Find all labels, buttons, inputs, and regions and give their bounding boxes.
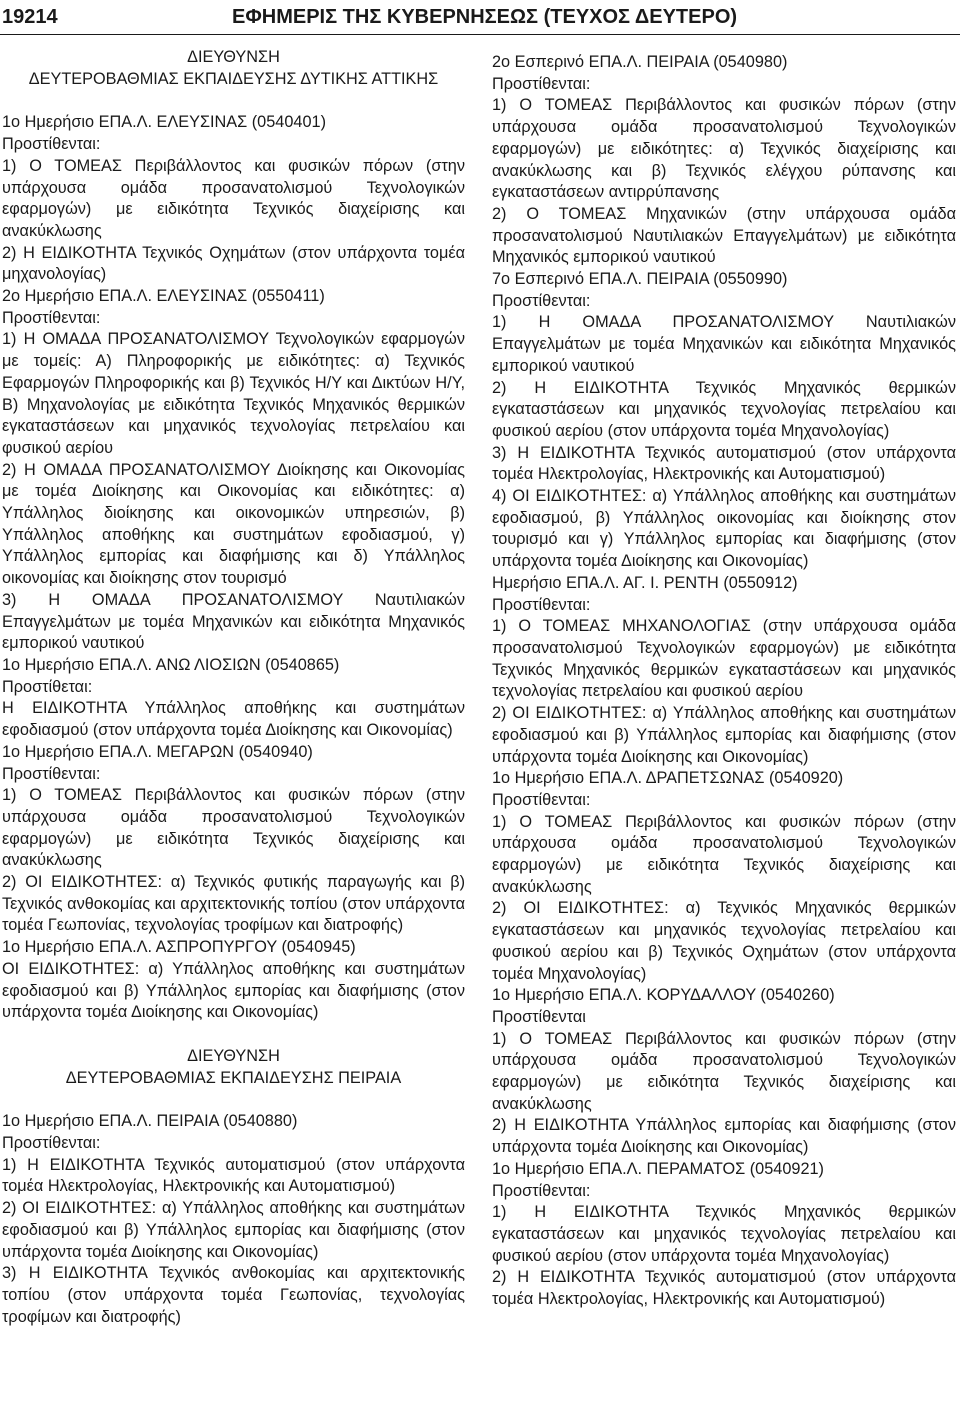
paragraph: Ημερήσιο ΕΠΑ.Λ. ΑΓ. Ι. ΡΕΝΤΗ (0550912) [492, 573, 798, 592]
paragraph: 1ο Ημερήσιο ΕΠΑ.Λ. ΑΣΠΡΟΠΥΡΓΟΥ (0540945) [2, 938, 356, 957]
paragraph: 1) Ο ΤΟΜΕΑΣ ΜΗΧΑΝΟΛΟΓΙΑΣ (στην υπάρχουσα ομάδα προσανατολισμού Τεχνολογικών εφαρμογών) με ειδικότητα Τεχνικός Μηχανικός θερμικών εγκαταστάσεων και μηχανικός τεχνολογίας πετρελαίου και φυσικού αερίου [492, 617, 956, 701]
left-section-2 [2, 1111, 465, 1328]
paragraph: 1) Ο ΤΟΜΕΑΣ Περιβάλλοντος και φυσικών πόρων (στην υπάρχουσα ομάδα προσανατολισμού Τεχνολογικών εφαρμογών) με ειδικότητα Τεχνικός διαχείρισης και ανακύκλωσης [2, 786, 465, 870]
paragraph: 2) Η ΟΜΑΔΑ ΠΡΟΣΑΝΑΤΟΛΙΣΜΟΥ Διοίκησης και Οικονομίας με τομέα Διοίκησης και Οικονομίας και ειδικότητες: α) Υπάλληλος διοίκησης και οικονομικών υπηρεσιών, β) Υπάλληλος αποθήκης και συστημάτων εφοδιασμού, γ) Υπάλληλος εμπορίας και διαφήμισης και δ) Υπάλληλος οικονομίας και διοίκησης στον τουρισμό [2, 460, 465, 588]
paragraph: 2ο Ημερήσιο ΕΠΑ.Λ. ΕΛΕΥΣΙΝΑΣ (0550411) [2, 287, 325, 306]
paragraph: 3) Η ΕΙΔΙΚΟΤΗΤΑ Τεχνικός αυτοματισμού (στον υπάρχοντα τομέα Ηλεκτρολογίας, Ηλεκτρονικής και Αυτοματισμού) [492, 443, 956, 484]
gazette-title: ΕΦΗΜΕΡΙΣ ΤΗΣ ΚΥΒΕΡΝΗΣΕΩΣ (ΤΕΥΧΟΣ ΔΕΥΤΕΡΟ) [232, 6, 738, 28]
paragraph: 1ο Ημερήσιο ΕΠΑ.Λ. ΔΡΑΠΕΤΣΩΝΑΣ (0540920) [492, 769, 844, 788]
page-header [0, 0, 960, 34]
paragraph: Προστίθενται: [492, 291, 591, 310]
paragraph: 1ο Ημερήσιο ΕΠΑ.Λ. ΑΝΩ ΛΙΟΣΙΩΝ (0540865) [2, 655, 340, 674]
right-column [492, 52, 956, 1311]
paragraph: 1) Η ΕΙΔΙΚΟΤΗΤΑ Τεχνικός αυτοματισμού (στον υπάρχοντα τομέα Ηλεκτρολογίας, Ηλεκτρονικής και Αυτοματισμού) [2, 1155, 465, 1196]
paragraph: 2) Η ΕΙΔΙΚΟΤΗΤΑ Τεχνικός αυτοματισμού (στον υπάρχοντα τομέα Ηλεκτρολογίας, Ηλεκτρονικής και Αυτοματισμού) [492, 1268, 956, 1309]
paragraph: Προστίθενται: [492, 1181, 591, 1200]
paragraph: 1) Ο ΤΟΜΕΑΣ Περιβάλλοντος και φυσικών πόρων (στην υπάρχουσα ομάδα προσανατολισμού Τεχνολογικών εφαρμογών) με ειδικότητα Τεχνικός διαχείρισης και ανακύκλωσης [2, 156, 465, 240]
paragraph: 3) Η ΕΙΔΙΚΟΤΗΤΑ Τεχνικός ανθοκομίας και αρχιτεκτονικής τοπίου (στον υπάρχοντα τομέα Γεωπονίας, τεχνολογίας τροφίμων και διατροφής) [2, 1264, 465, 1326]
paragraph: 3) Η ΟΜΑΔΑ ΠΡΟΣΑΝΑΤΟΛΙΣΜΟΥ Ναυτιλιακών Επαγγελμάτων με τομέα Μηχανικών και ειδικότητα Μηχανικός εμπορικού ναυτικού [2, 590, 465, 653]
directorate-heading: ΔΙΕΥΘΥΝΣΗ [187, 1046, 280, 1065]
header-divider [0, 34, 960, 35]
paragraph: 1) Η ΕΙΔΙΚΟΤΗΤΑ Τεχνικός Μηχανικός θερμικών εγκαταστάσεων και μηχανικός τεχνολογίας πετρελαίου και φυσικού αερίου (στον υπάρχοντα τομέα Μηχανολογίας) [492, 1203, 956, 1265]
paragraph: 2) Η ΕΙΔΙΚΟΤΗΤΑ Τεχνικός Οχημάτων (στον υπάρχοντα τομέα μηχανολογίας) [2, 243, 465, 284]
left-column [2, 41, 465, 1328]
paragraph: 4) ΟΙ ΕΙΔΙΚΟΤΗΤΕΣ: α) Υπάλληλος αποθήκης και συστημάτων εφοδιασμού, β) Υπάλληλος οικονομίας και διοίκησης στον τουρισμό και γ) Υπάλληλος εμπορίας και διαφήμισης (στον υπάρχοντα τομέα Διοίκησης και Οικονομίας) [492, 487, 956, 571]
paragraph: Προστίθενται: [2, 308, 101, 327]
paragraph: 1ο Ημερήσιο ΕΠΑ.Λ. ΕΛΕΥΣΙΝΑΣ (0540401) [2, 113, 326, 132]
paragraph: Προστίθενται [492, 1007, 586, 1026]
paragraph: Προστίθενται: [492, 790, 591, 809]
paragraph: 7ο Εσπερινό ΕΠΑ.Λ. ΠΕΙΡΑΙΑ (0550990) [492, 270, 788, 289]
paragraph: 2) ΟΙ ΕΙΔΙΚΟΤΗΤΕΣ: α) Τεχνικός Μηχανικός θερμικών εγκαταστάσεων και μηχανικός τεχνολογίας πετρελαίου και φυσικού αερίου και β) Τεχνικός Οχημάτων (στον υπάρχοντα τομέα Μηχανολογίας) [492, 899, 956, 983]
paragraph: Προστίθεται: [2, 677, 93, 696]
paragraph: 2) ΟΙ ΕΙΔΙΚΟΤΗΤΕΣ: α) Υπάλληλος αποθήκης και συστημάτων εφοδιασμού και β) Υπάλληλος εμπορίας και διαφήμισης (στον υπάρχοντα τομέα Διοίκησης και Οικονομίας) [492, 704, 956, 766]
paragraph: 1ο Ημερήσιο ΕΠΑ.Λ. ΠΕΡΑΜΑΤΟΣ (0540921) [492, 1159, 824, 1178]
directorate-heading: ΔΙΕΥΘΥΝΣΗ [187, 48, 280, 66]
paragraph: 1) Ο ΤΟΜΕΑΣ Περιβάλλοντος και φυσικών πόρων (στην υπάρχουσα ομάδα προσανατολισμού Τεχνολογικών εφαρμογών) με ειδικότητα Τεχνικός διαχείρισης και ανακύκλωσης [492, 1029, 956, 1113]
paragraph: 2) Ο ΤΟΜΕΑΣ Μηχανικών (στην υπάρχουσα ομάδα προσανατολισμού Ναυτιλιακών Επαγγελμάτων) με ειδικότητα Μηχανικός εμπορικού ναυτικού [492, 204, 956, 267]
directorate-heading: ΔΕΥΤΕΡΟΒΑΘΜΙΑΣ ΕΚΠΑΙΔΕΥΣΗΣ ΔΥΤΙΚΗΣ ΑΤΤΙΚΗΣ [28, 69, 439, 88]
paragraph: 1) Ο ΤΟΜΕΑΣ Περιβάλλοντος και φυσικών πόρων (στην υπάρχουσα ομάδα προσανατολισμού Τεχνολογικών εφαρμογών) με ειδικότητες: α) Τεχνικός διαχείρισης και ανακύκλωσης και β) Τεχνικός ελέγχου ρύπανσης και εγκαταστάσεων αντιρρύπανσης [492, 96, 956, 202]
paragraph: 1) Η ΟΜΑΔΑ ΠΡΟΣΑΝΑΤΟΛΙΣΜΟΥ Τεχνολογικών εφαρμογών με τομείς: Α) Πληροφορικής με ειδικότητες: α) Τεχνικός Εφαρμογών Πληροφορικής και β) Τεχνικός Η/Υ και Δικτύων Η/Υ, Β) Μηχανολογίας με ειδικότητα Τεχνικός Μηχανικός θερμικών εγκαταστάσεων και μηχανικός τεχνολογίας πετρελαίου και φυσικού αερίου [2, 330, 465, 457]
paragraph: 1) Ο ΤΟΜΕΑΣ Περιβάλλοντος και φυσικών πόρων (στην υπάρχουσα ομάδα προσανατολισμού Τεχνολογικών εφαρμογών) με ειδικότητα Τεχνικός διαχείρισης και ανακύκλωσης [492, 812, 956, 896]
paragraph: 1) Η ΟΜΑΔΑ ΠΡΟΣΑΝΑΤΟΛΙΣΜΟΥ Ναυτιλιακών Επαγγελμάτων με τομέα Μηχανικών και ειδικότητα Μηχανικός εμπορικού ναυτικού [492, 313, 956, 375]
right-section [492, 52, 956, 1311]
paragraph: 1ο Ημερήσιο ΕΠΑ.Λ. ΜΕΓΑΡΩΝ (0540940) [2, 742, 313, 761]
paragraph: 2) Η ΕΙΔΙΚΟΤΗΤΑ Υπάλληλος εμπορίας και διαφήμισης (στον υπάρχοντα τομέα Διοίκησης και Οικονομίας) [492, 1116, 956, 1157]
paragraph: Προστίθενται: [2, 764, 101, 783]
paragraph: Προστίθενται: [492, 74, 591, 93]
directorate-heading: ΔΕΥΤΕΡΟΒΑΘΜΙΑΣ ΕΚΠΑΙΔΕΥΣΗΣ ΠΕΙΡΑΙΑ [65, 1068, 402, 1087]
paragraph: Προστίθενται: [492, 595, 591, 614]
paragraph: ΟΙ ΕΙΔΙΚΟΤΗΤΕΣ: α) Υπάλληλος αποθήκης και συστημάτων εφοδιασμού και β) Υπάλληλος εμπορίας και διαφήμισης (στον υπάρχοντα τομέα Διοίκησης και Οικονομίας) [2, 959, 465, 1022]
page-number: 19214 [2, 6, 58, 28]
paragraph: 2ο Εσπερινό ΕΠΑ.Λ. ΠΕΙΡΑΙΑ (0540980) [492, 53, 788, 71]
paragraph: 2) ΟΙ ΕΙΔΙΚΟΤΗΤΕΣ: α) Υπάλληλος αποθήκης και συστημάτων εφοδιασμού και β) Υπάλληλος εμπορίας και διαφήμισης (στον υπάρχοντα τομέα Διοίκησης και Οικονομίας) [2, 1199, 465, 1261]
paragraph: 1ο Ημερήσιο ΕΠΑ.Λ. ΠΕΙΡΑΙΑ (0540880) [2, 1112, 298, 1131]
paragraph: 1ο Ημερήσιο ΕΠΑ.Λ. ΚΟΡΥΔΑΛΛΟΥ (0540260) [492, 986, 835, 1005]
paragraph: Προστίθενται: [2, 1134, 101, 1153]
paragraph: Η ΕΙΔΙΚΟΤΗΤΑ Υπάλληλος αποθήκης και συστημάτων εφοδιασμού (στον υπάρχοντα τομέα Διοίκησης και Οικονομίας) [2, 699, 465, 740]
left-section-1 [2, 112, 465, 1024]
paragraph: Προστίθενται: [2, 135, 101, 154]
paragraph: 2) ΟΙ ΕΙΔΙΚΟΤΗΤΕΣ: α) Τεχνικός φυτικής παραγωγής και β) Τεχνικός ανθοκομίας και αρχιτεκτονικής τοπίου (στον υπάρχοντα τομέα Γεωπονίας, τεχνολογίας τροφίμων και διατροφής) [2, 873, 465, 935]
paragraph: 2) Η ΕΙΔΙΚΟΤΗΤΑ Τεχνικός Μηχανικός θερμικών εγκαταστάσεων και μηχανικός τεχνολογίας πετρελαίου και φυσικού αερίου (στον υπάρχοντα τομέα Μηχανολογίας) [492, 378, 956, 440]
